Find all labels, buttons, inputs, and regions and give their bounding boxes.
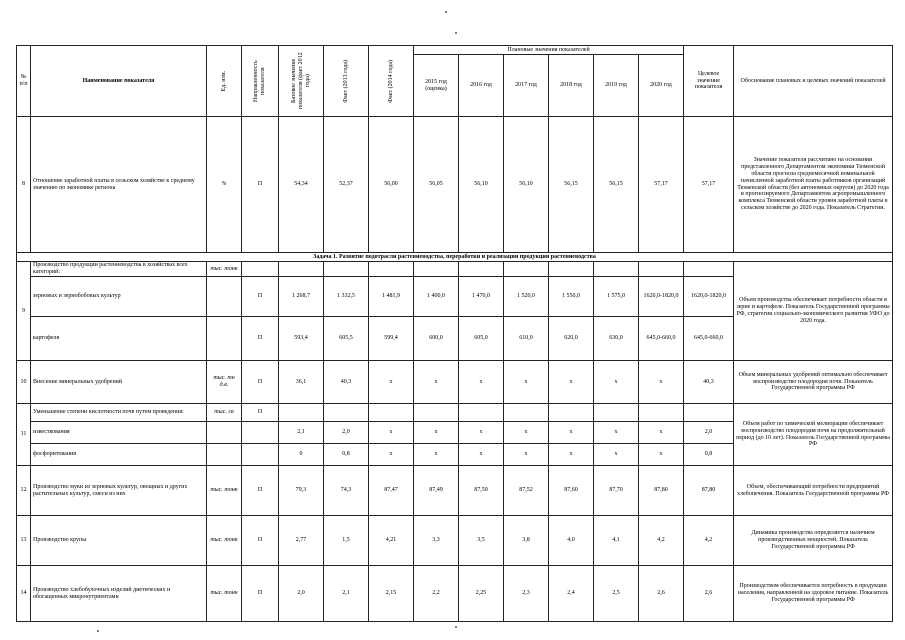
cell-value: 4,21 (369, 516, 414, 566)
header-year: 2019 год (594, 55, 639, 117)
cell-value: х (594, 361, 639, 404)
row-direction: П (242, 317, 279, 361)
cell-value: 645,0-660,0 (684, 317, 734, 361)
section-row (17, 253, 893, 262)
table-row (17, 361, 893, 404)
row-direction: П (242, 466, 279, 516)
row-name: Уменьшение степени кислотности почв путем проведения: (31, 404, 207, 422)
cell-value: 4,0 (549, 516, 594, 566)
row-unit: % (207, 117, 242, 253)
cell-value: 87,49 (414, 466, 459, 516)
cell-value: 4,2 (639, 516, 684, 566)
cell-value: 620,0 (549, 317, 594, 361)
cell-value: 599,4 (369, 317, 414, 361)
row-basis: Производством обеспечивается потребность в продукции населения, направленной на здоровое питание. Показатель Государственной программы РФ (734, 566, 893, 622)
cell-value: х (459, 422, 504, 444)
cell-value: 1 575,0 (594, 277, 639, 317)
row-name: известкования (31, 422, 207, 444)
row-name: картофеля (31, 317, 207, 361)
cell-value: 2,5 (594, 566, 639, 622)
cell-value: х (414, 361, 459, 404)
indicators-table (16, 45, 893, 622)
cell-value: 645,0-660,0 (639, 317, 684, 361)
row-name: Отношение заработной платы в сельском хозяйстве к среднему значению по экономике региона (31, 117, 207, 253)
row-direction: П (242, 566, 279, 622)
cell-value: 36,1 (279, 361, 324, 404)
cell-value: х (504, 361, 549, 404)
cell-value: х (369, 361, 414, 404)
cell-value: 1620,0-1820,0 (684, 277, 734, 317)
cell-value: 2,2 (414, 566, 459, 622)
header-year: 2020 год (639, 55, 684, 117)
cell-value: 87,60 (549, 466, 594, 516)
cell-value: 56,15 (594, 117, 639, 253)
header-name: Наименование показателя (31, 46, 207, 117)
cell-value: х (504, 422, 549, 444)
row-name: фосфоритования (31, 444, 207, 466)
cell-value: 57,17 (684, 117, 734, 253)
cell-value: 0,8 (324, 444, 369, 466)
header-basis: Обоснование плановых и целевых значений показателей (734, 46, 893, 117)
row-num: 9 (17, 262, 31, 361)
cell-value: 87,47 (369, 466, 414, 516)
header-year: 2018 год (549, 55, 594, 117)
cell-value: 2,6 (684, 566, 734, 622)
table-row (17, 404, 893, 422)
row-basis: Объем, обеспечивающий потребности предприятий хлебопечения. Показатель Государственной программы РФ (734, 466, 893, 516)
cell-value: 40,3 (684, 361, 734, 404)
cell-value: х (549, 422, 594, 444)
row-direction: П (242, 361, 279, 404)
cell-value: 2,1 (279, 422, 324, 444)
header-year: 2017 год (504, 55, 549, 117)
row-num: 12 (17, 466, 31, 516)
cell-value: 1 400,0 (414, 277, 459, 317)
cell-value: 1,5 (324, 516, 369, 566)
cell-value: 52,37 (324, 117, 369, 253)
cell-value: х (369, 422, 414, 444)
row-direction: П (242, 516, 279, 566)
header-year: 2016 год (459, 55, 504, 117)
cell-value: 2,1 (324, 566, 369, 622)
row-num: 11 (17, 404, 31, 466)
cell-value: 87,70 (594, 466, 639, 516)
table-row (17, 117, 893, 253)
header-target: Целевое значение показателя (684, 46, 734, 117)
row-unit: тыс. тонн (207, 466, 242, 516)
cell-value: 610,0 (504, 317, 549, 361)
cell-value: 2,77 (279, 516, 324, 566)
cell-value: 87,50 (459, 466, 504, 516)
row-num: 13 (17, 516, 31, 566)
cell-value: 87,80 (684, 466, 734, 516)
cell-value: 1 550,0 (549, 277, 594, 317)
cell-value: 630,0 (594, 317, 639, 361)
cell-value: 3,3 (414, 516, 459, 566)
cell-value: 87,80 (639, 466, 684, 516)
row-basis: Динамика производства определяется наличием производственных мощностей. Показатель Государственной программы РФ (734, 516, 893, 566)
cell-value: 1 470,0 (459, 277, 504, 317)
cell-value: 2,15 (369, 566, 414, 622)
cell-value: 79,3 (279, 466, 324, 516)
table-row (17, 516, 893, 566)
row-basis: Значение показателя рассчитано на основании представленного Департаментом экономики Тюменской области прогноза среднемесячной номинальной начисленной заработной платы работников организаций Тюменской области (без автономных округов) до 2020 года и прогнозируемого Департаментом агропромышленного комплекса Тюменской области уровня заработной платы в сельском хозяйстве до 2020 года. Показатель Стратегии. (734, 117, 893, 253)
cell-value: 1 332,5 (324, 277, 369, 317)
row-num: 8 (17, 117, 31, 253)
cell-value: 600,0 (414, 317, 459, 361)
cell-value: 40,3 (324, 361, 369, 404)
row-basis: Объем минеральных удобрений оптимально обеспечивает воспроизводство плодородия почв. Показатель Государственной программы РФ (734, 361, 893, 404)
row-direction: П (242, 277, 279, 317)
cell-value: 3,8 (504, 516, 549, 566)
cell-value: х (414, 444, 459, 466)
cell-value: 1 520,0 (504, 277, 549, 317)
cell-value: 87,52 (504, 466, 549, 516)
cell-value: 605,0 (459, 317, 504, 361)
row-basis: Объем производства обеспечивает потребности области в зерне и картофеле. Показатель Государственной программы РФ, стратегии социально-экономического развития УФО до 2020 года. (734, 262, 893, 361)
cell-value: 2,0 (279, 566, 324, 622)
header-fact-2014: Факт (2014 года) (369, 46, 414, 117)
row-num: 14 (17, 566, 31, 622)
cell-value: 2,4 (549, 566, 594, 622)
header-base: Базовое значение показателя (факт 2012 года) (279, 46, 324, 117)
cell-value: 1 268,7 (279, 277, 324, 317)
row-num: 10 (17, 361, 31, 404)
row-name: Производство муки из зерновых культур, овощных и других растительных культур, смеси из них (31, 466, 207, 516)
cell-value: 56,10 (504, 117, 549, 253)
cell-value: 4,1 (594, 516, 639, 566)
cell-value: х (639, 444, 684, 466)
cell-value: 2,25 (459, 566, 504, 622)
cell-value: 56,05 (414, 117, 459, 253)
header-unit: Ед. изм. (207, 46, 242, 117)
row-unit: тыс. тн д.в. (207, 361, 242, 404)
cell-value: х (414, 422, 459, 444)
cell-value: х (369, 444, 414, 466)
cell-value: х (594, 422, 639, 444)
cell-value: х (549, 361, 594, 404)
row-name: Производство продукции растениеводства в хозяйствах всех категорий: (31, 262, 207, 277)
cell-value: х (549, 444, 594, 466)
table-row (17, 566, 893, 622)
cell-value: 2,0 (324, 422, 369, 444)
cell-value: 0 (279, 444, 324, 466)
cell-value: 593,4 (279, 317, 324, 361)
header-fact-2013: Факт (2013 года) (324, 46, 369, 117)
row-unit: тыс. га (207, 404, 242, 422)
cell-value: 74,3 (324, 466, 369, 516)
cell-value: 4,2 (684, 516, 734, 566)
row-unit: тыс. тонн (207, 566, 242, 622)
row-name: Производство хлебобулочных изделий диетических и обогащенных микронутриентами (31, 566, 207, 622)
header-planned: Плановые значения показателей (414, 46, 684, 55)
table-row (17, 466, 893, 516)
scan-speck (445, 11, 447, 13)
row-name: зерновых и зернобобовых культур (31, 277, 207, 317)
row-direction: П (242, 404, 279, 422)
cell-value: 54,34 (279, 117, 324, 253)
table-row (17, 262, 893, 277)
row-direction: П (242, 117, 279, 253)
scan-speck (97, 630, 99, 632)
cell-value: 57,17 (639, 117, 684, 253)
cell-value: 56,00 (369, 117, 414, 253)
header-num: № п/п (17, 46, 31, 117)
row-name: Производство крупы (31, 516, 207, 566)
cell-value: 56,10 (459, 117, 504, 253)
cell-value: х (639, 361, 684, 404)
cell-value: 1620,0-1820,0 (639, 277, 684, 317)
cell-value: 2,3 (504, 566, 549, 622)
header-direction: Направленность показателя (242, 46, 279, 117)
scan-speck (455, 32, 457, 34)
row-unit: тыс. тонн (207, 516, 242, 566)
cell-value: 2,0 (684, 422, 734, 444)
cell-value: х (459, 444, 504, 466)
cell-value: 605,5 (324, 317, 369, 361)
cell-value: х (504, 444, 549, 466)
header-year: 2015 год (оценка) (414, 55, 459, 117)
cell-value: х (459, 361, 504, 404)
row-name: Внесение минеральных удобрений (31, 361, 207, 404)
cell-value: х (594, 444, 639, 466)
section-title: Задача 1. Развитие подотрасли растениеводства, переработки и реализации продукции растениеводства (17, 253, 893, 262)
cell-value: 56,15 (549, 117, 594, 253)
scan-speck (455, 626, 457, 628)
row-basis: Объем работ по химической мелиорации обеспечивает воспроизводство плодородия почв на продолжительный период (до 10 лет). Показатель Государственной программы РФ (734, 404, 893, 466)
cell-value: х (639, 422, 684, 444)
row-unit: тыс. тонн (207, 262, 242, 277)
cell-value: 0,8 (684, 444, 734, 466)
cell-value: 3,5 (459, 516, 504, 566)
cell-value: 1 481,9 (369, 277, 414, 317)
cell-value: 2,6 (639, 566, 684, 622)
